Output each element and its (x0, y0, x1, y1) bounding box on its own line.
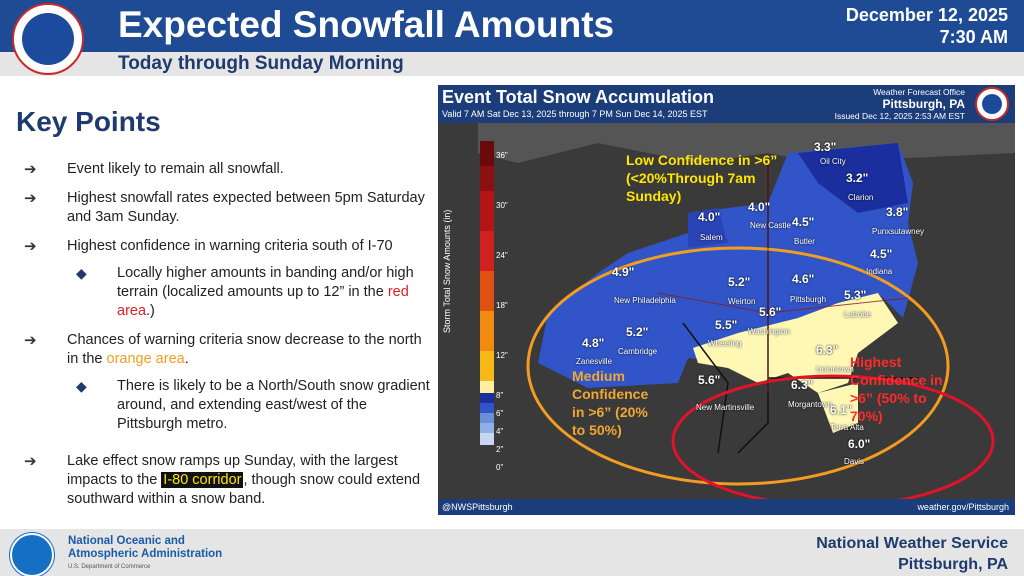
city-label: Davis (844, 457, 865, 466)
bullet-item: ➔ Highest snowfall rates expected between 5pm Saturday and 3am Sunday. (24, 190, 425, 225)
bullet-item: ➔ Chances of warning criteria snow decrease to the north in the orange area. (24, 332, 422, 367)
snow-value: 4.5" (792, 215, 815, 229)
nws-logo (12, 3, 84, 75)
tick-label: 0" (496, 463, 504, 472)
snow-value: 5.6" (698, 373, 721, 387)
snow-value: 4.9" (612, 265, 635, 279)
tick-label: 12" (496, 351, 508, 360)
nws-small-logo (975, 87, 1009, 121)
svg-text:Storm Total Snow Amounts (in): Storm Total Snow Amounts (in) (442, 209, 452, 333)
tick-label: 18" (496, 301, 508, 310)
color-bar (480, 141, 494, 445)
map-office: Weather Forecast Office Pittsburgh, PA Issued Dec 12, 2025 2:53 AM EST (834, 87, 965, 121)
sub-bullet-item: ◆ There is likely to be a North/South snow gradient around, and extending east/west of the Pittsburgh metro. (76, 378, 430, 432)
snow-value: 5.5" (715, 318, 738, 332)
colorbar-ticks (496, 151, 526, 471)
city-label: Salem (700, 233, 723, 242)
tick-label: 36" (496, 151, 508, 160)
city-label: Terra Alta (830, 423, 864, 432)
i80-highlight: I-80 corridor (163, 472, 242, 488)
city-label: Latrobe (844, 310, 872, 319)
bullet-item: ➔ Lake effect snow ramps up Sunday, with the largest impacts to the I-80 corridor , though snow could extend southward within a snow band. (24, 453, 421, 507)
snow-value: 4.6" (792, 272, 815, 286)
city-label: New Martinsville (696, 403, 755, 412)
key-points-heading: Key Points (16, 106, 161, 137)
arrow-icon: ➔ (24, 161, 37, 178)
snow-value: 4.0" (698, 210, 721, 224)
arrow-icon: ➔ (24, 190, 37, 207)
map-header (438, 85, 1015, 123)
city-label: Zanesville (576, 357, 613, 366)
snow-value: 4.5" (870, 247, 893, 261)
city-label: Wheeling (708, 339, 742, 348)
tick-label: 6" (496, 409, 504, 418)
snow-value: 4.0" (748, 200, 771, 214)
diamond-icon: ◆ (76, 265, 87, 281)
tick-label: 2" (496, 445, 504, 454)
city-label: New Philadelphia (614, 296, 676, 305)
bullet-item: ➔ Highest confidence in warning criteria south of I-70 (24, 238, 393, 255)
snowfall-map (438, 85, 1015, 515)
city-label: Washington (748, 327, 790, 336)
city-label: Cambridge (618, 347, 658, 356)
page-subtitle: Today through Sunday Morning (118, 53, 404, 74)
city-label: Pittsburgh (790, 295, 827, 304)
city-label: Clarion (848, 193, 874, 202)
map-title: Event Total Snow Accumulation (442, 87, 715, 107)
issue-datetime (846, 4, 1008, 48)
snow-value: 6.3" (816, 343, 839, 357)
arrow-icon: ➔ (24, 238, 37, 255)
tick-label: 30" (496, 201, 508, 210)
tick-label: 24" (496, 251, 508, 260)
noaa-name: National Oceanic and Atmospheric Administration (68, 535, 223, 560)
arrow-icon: ➔ (24, 332, 37, 349)
snow-value: 3.2" (846, 171, 869, 185)
tick-label: 4" (496, 427, 504, 436)
key-points-list (24, 160, 436, 519)
city-label: Oil City (820, 157, 846, 166)
city-label: Butler (794, 237, 815, 246)
website-link[interactable]: weather.gov/Pittsburgh (917, 502, 1009, 512)
city-label: Weirton (728, 297, 756, 306)
snow-value: 6.0" (848, 437, 871, 451)
city-label: Morgantown (788, 400, 833, 409)
city-label: New Castle (750, 221, 791, 230)
map-footer (438, 499, 1015, 515)
city-label: Uniontown (816, 365, 854, 374)
arrow-icon: ➔ (24, 453, 37, 470)
page-title: Expected Snowfall Amounts (118, 4, 615, 45)
footer-bar (0, 529, 1024, 576)
snow-value: 5.2" (626, 325, 649, 339)
snow-value: 5.6" (759, 305, 782, 319)
snow-value: 4.8" (582, 336, 605, 350)
issue-date: December 12, 2025 (845, 5, 1008, 25)
issue-time: 7:30 AM (939, 27, 1008, 47)
orange-area-text: orange area (106, 351, 185, 367)
medium-confidence-label: Medium Confidence in >6” (20% to 50%) (572, 368, 649, 438)
low-confidence-label: Low Confidence in >6” (<20%Through 7am Sunday) (626, 152, 778, 204)
social-handle: @NWSPittsburgh (442, 502, 513, 512)
sub-bullet-item: ◆ Locally higher amounts in banding and/or high terrain (localized amounts up to 12” in the red area.) (76, 265, 414, 319)
red-area-text: red area (117, 284, 409, 319)
snow-value: 6.3" (791, 378, 814, 392)
city-label: Punxsutawney (872, 227, 925, 236)
snow-value: 3.3" (814, 140, 837, 154)
diamond-icon: ◆ (76, 378, 87, 394)
city-label: Indiana (866, 267, 893, 276)
snow-value: 3.8" (886, 205, 909, 219)
map-valid-period: Valid 7 AM Sat Dec 13, 2025 through 7 PM Sun Dec 14, 2025 EST (442, 109, 708, 119)
snow-value: 6.1" (830, 403, 853, 417)
snow-value: 5.2" (728, 275, 751, 289)
high-confidence-label: Highest Confidence in >6” (50% to 70%) (850, 354, 943, 424)
bullet-item: ➔ Event likely to remain all snowfall. (24, 161, 284, 178)
snow-value: 5.3" (844, 288, 867, 302)
doc-name: U.S. Department of Commerce (68, 564, 151, 570)
tick-label: 8" (496, 391, 504, 400)
nws-office: National Weather Service Pittsburgh, PA (816, 535, 1008, 573)
colorbar-axis-label (438, 123, 454, 343)
noaa-logo (10, 533, 54, 576)
